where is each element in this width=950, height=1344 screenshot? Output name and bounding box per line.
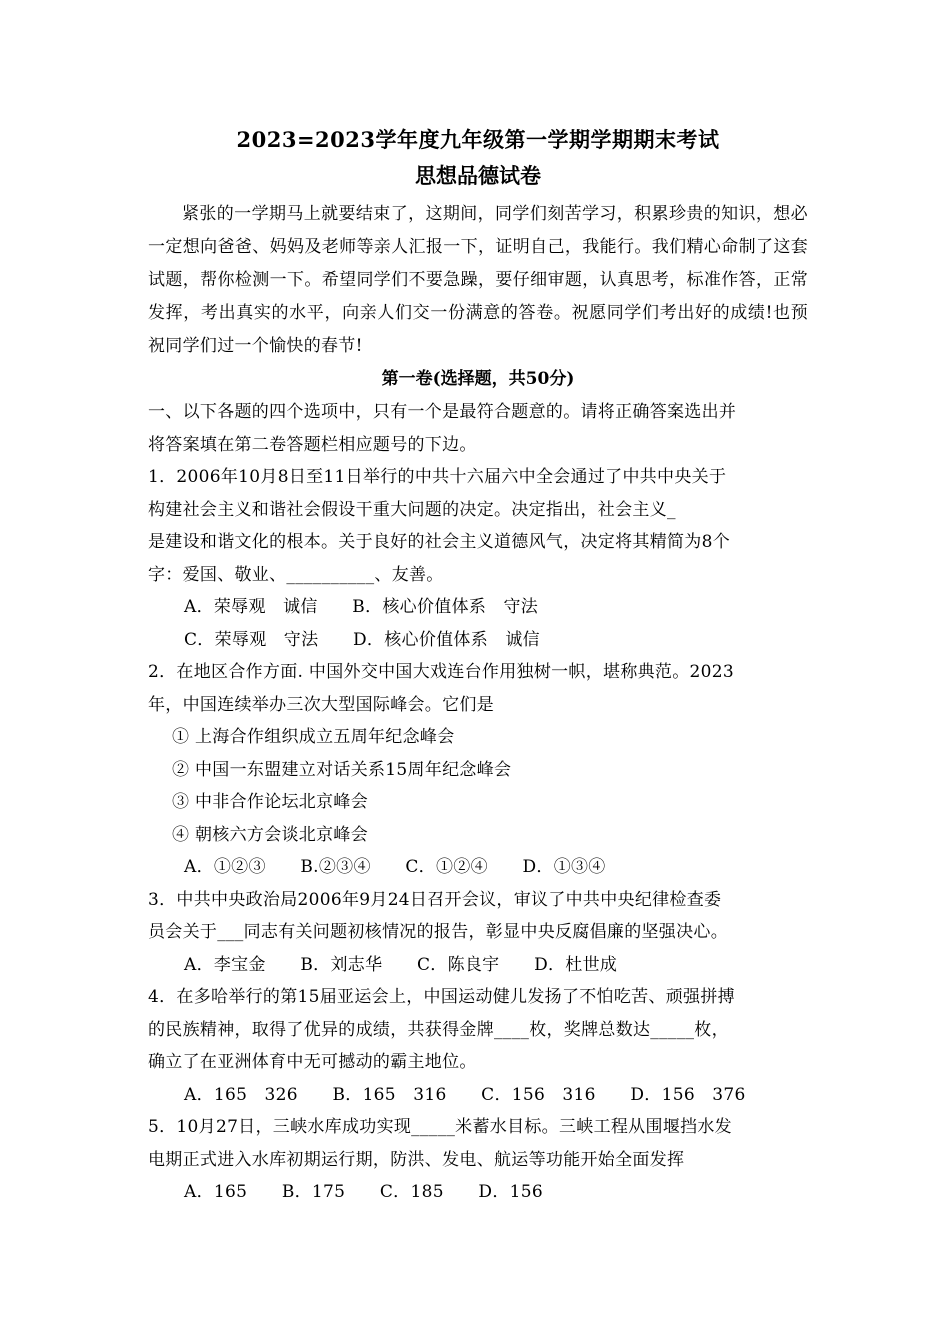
question-4-line: 4．在多哈举行的第15届亚运会上，中国运动健儿发扬了不怕吃苦、顽强拼搏 xyxy=(148,987,735,1007)
question-4-line: 确立了在亚洲体育中无可撼动的霸主地位。 xyxy=(148,1052,477,1072)
question-1-line: 是建设和谐文化的根本。关于良好的社会主义道德风气，决定将其精简为8个 xyxy=(148,532,731,552)
exam-page xyxy=(148,122,808,1209)
question-2-line: 年，中国连续举办三次大型国际峰会。它们是 xyxy=(148,694,494,715)
question-4-options: A．165 326 B．165 316 C．156 316 D．156 376 xyxy=(184,1084,746,1105)
question-5-line: 电期正式进入水库初期运行期，防洪、发电、航运等功能开始全面发挥 xyxy=(148,1149,685,1170)
question-1-options: A．荣辱观 诚信 B．核心价值体系 守法 xyxy=(184,597,539,617)
question-2-options: A．①②③ B.②③④ C．①②④ D．①③④ xyxy=(184,857,606,877)
question-2-item: ④ 朝核六方会谈北京峰会 xyxy=(172,824,369,845)
question-1-line: 字：爱国、敬业、__________、友善。 xyxy=(148,564,444,585)
question-2-line: 2．在地区合作方面. 中国外交中国大戏连台作用独树一帜，堪称典范。2023 xyxy=(148,662,734,682)
question-2-item: ① 上海合作组织成立五周年纪念峰会 xyxy=(172,727,455,747)
instruction-line: 将答案填在第二卷答题栏相应题号的下边。 xyxy=(148,434,477,455)
question-3-line: 3．中共中央政治局2006年9月24日召开会议，审议了中共中央纪律检查委 xyxy=(148,889,722,910)
question-3-options: A．李宝金 B．刘志华 C．陈良宇 D．杜世成 xyxy=(184,954,618,975)
question-2-item: ③ 中非合作论坛北京峰会 xyxy=(172,792,369,812)
question-3-line: 员会关于___同志有关问题初核情况的报告，彰显中央反腐倡廉的坚强决心。 xyxy=(148,922,728,942)
question-1-line: 构建社会主义和谐社会假设干重大问题的决定。决定指出，社会主义_ xyxy=(148,499,676,520)
question-2-item: ② 中国一东盟建立对话关系15周年纪念峰会 xyxy=(172,759,512,780)
question-5-options: A．165 B．175 C．185 D．156 xyxy=(184,1182,543,1202)
question-5-line: 5．10月27日，三峡水库成功实现_____米蓄水目标。三峡工程从围堰挡水发 xyxy=(148,1117,732,1137)
exam-subtitle: 思想品德试卷 xyxy=(415,163,541,188)
question-1-options: C．荣辱观 守法 D．核心价值体系 诚信 xyxy=(184,629,540,650)
instruction-line: 一、以下各题的四个选项中，只有一个是最符合题意的。请将正确答案选出并 xyxy=(148,402,737,422)
section-title: 第一卷(选择题，共50分) xyxy=(381,369,575,389)
question-4-line: 的民族精神，取得了优异的成绩，共获得金牌____枚，奖牌总数达_____枚， xyxy=(148,1019,729,1040)
question-1-line: 1．2006年10月8日至11日举行的中共十六届六中全会通过了中共中央关于 xyxy=(148,467,727,487)
exam-title: 2023=2023学年度九年级第一学期学期期末考试 xyxy=(236,127,720,152)
intro-paragraph: 紧张的一学期马上就要结束了，这期间，同学们刻苦学习，积累珍贵的知识，想必一定想向爸爸、妈妈及老师等亲人汇报一下，证明自己，我能行。我们精心命制了这套试题，帮你检测一下。希望同学们不要急躁，要仔细审题，认真思考，标准作答，正常发挥，考出真实的水平，向亲人们交一份满意的答卷。祝愿同学们考出好的成绩!也预祝同学们过一个愉快的春节! xyxy=(148,204,808,356)
